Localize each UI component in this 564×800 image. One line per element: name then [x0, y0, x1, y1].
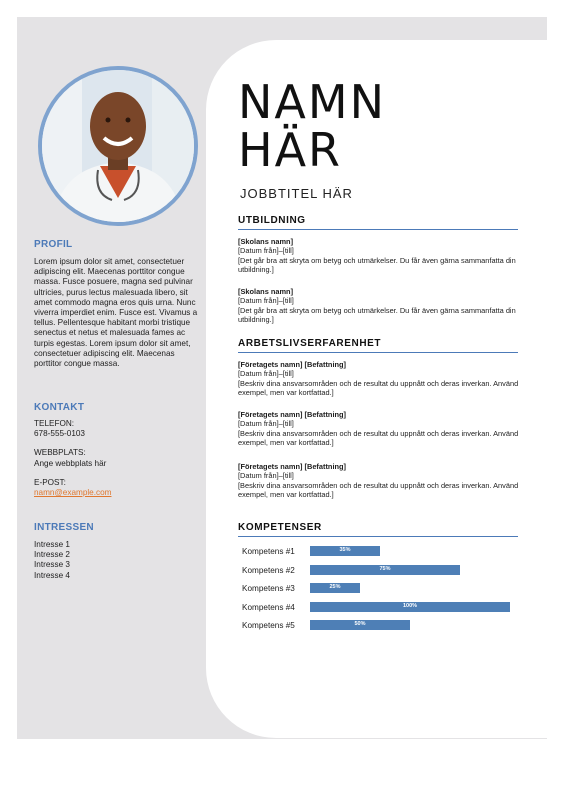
skill-label: Kompetens #3 [242, 584, 295, 593]
interest-item: Intresse 1 [34, 540, 70, 549]
person-photo-illustration [42, 70, 194, 222]
interests-list [34, 540, 202, 581]
experience-entry [238, 462, 528, 499]
skills-heading: KOMPETENSER [238, 522, 518, 537]
school-name: [Skolans namn] [238, 287, 294, 296]
profile-photo [38, 66, 198, 226]
school-name: [Skolans namn] [238, 237, 294, 246]
interests-heading: INTRESSEN [34, 522, 94, 533]
education-entry [238, 237, 528, 274]
experience-description: [Beskriv dina ansvarsområden och de resultat du uppnått och deras inverkan. Använd exempel, men var kortfattad.] [238, 428, 519, 447]
skill-bar [310, 620, 410, 630]
experience-dates: [Datum från]–[till] [238, 369, 294, 379]
interest-item: Intresse 3 [34, 560, 70, 570]
contact-heading: KONTAKT [34, 402, 85, 413]
skill-percent: 100% [402, 602, 418, 609]
company-title: [Företagets namn] [Befattning] [238, 410, 346, 419]
experience-heading: ARBETSLIVSERFARENHET [238, 338, 518, 353]
education-description: [Det går bra att skryta om betyg och utmärkelser. Du får även gärna sammanfatta din utbildning.] [238, 305, 516, 324]
skill-bar [310, 583, 360, 593]
skill-percent: 25% [329, 584, 341, 590]
skills-chart [238, 544, 528, 637]
skill-bar [310, 546, 380, 556]
job-title: JOBBTITEL HÄR [240, 186, 353, 201]
email-label: E-POST: [34, 477, 66, 487]
experience-dates: [Datum från]–[till] [238, 471, 294, 481]
website-value: Ange webbplats här [34, 458, 107, 468]
skill-percent: 75% [379, 565, 391, 572]
skill-bar [310, 565, 460, 575]
email-link[interactable]: namn@example.com [34, 488, 112, 498]
skill-row [238, 544, 528, 563]
education-heading: UTBILDNING [238, 215, 518, 230]
education-dates: [Datum från]–[till] [238, 246, 294, 256]
name-line-1: NAMN [238, 75, 386, 129]
skill-bar [310, 602, 510, 612]
company-title: [Företagets namn] [Befattning] [238, 360, 346, 369]
company-title: [Företagets namn] [Befattning] [238, 462, 346, 471]
skill-label: Kompetens #1 [242, 547, 295, 556]
experience-description: [Beskriv dina ansvarsområden och de resultat du uppnått och deras inverkan. Använd exempel, men var kortfattad.] [238, 378, 519, 397]
skill-row [238, 581, 528, 600]
experience-dates: [Datum från]–[till] [238, 419, 294, 429]
education-entry [238, 287, 528, 324]
name-line-2: HÄR [238, 123, 343, 177]
phone-label: TELEFON: [34, 419, 75, 428]
skill-label: Kompetens #5 [242, 621, 295, 630]
education-description: [Det går bra att skryta om betyg och utmärkelser. Du får även gärna sammanfatta din utbildning.] [238, 255, 516, 274]
skill-row [238, 563, 528, 582]
profile-heading: PROFIL [34, 239, 73, 250]
skill-label: Kompetens #2 [242, 565, 295, 575]
experience-entry [238, 360, 528, 397]
education-dates: [Datum från]–[till] [238, 296, 294, 306]
person-name [238, 75, 386, 177]
skill-row [238, 618, 528, 637]
interest-item: Intresse 4 [34, 570, 70, 580]
experience-description: [Beskriv dina ansvarsområden och de resultat du uppnått och deras inverkan. Använd exempel, men var kortfattad.] [238, 480, 519, 499]
website-label: WEBBPLATS: [34, 448, 86, 458]
phone-value: 678-555-0103 [34, 429, 85, 439]
experience-entry [238, 410, 528, 447]
interest-item: Intresse 2 [34, 550, 70, 560]
skill-percent: 35% [339, 547, 351, 553]
profile-text: Lorem ipsum dolor sit amet, consectetuer adipiscing elit. Maecenas porttitor congue massa. Fusce posuere, magna sed pulvinar ultricies, purus lectus malesuada libero, sit amet commodo magna eros quis urna. Nunc viverra imperdiet enim. Fusce est. Vivamus a tellus. Pellentesque habitant morbi tristique senectus et netus et malesuada fames ac turpis egestas. Lorem ipsum dolor sit amet, consectetuer adipiscing elit. Maecenas porttitor congue massa. [34, 257, 198, 369]
contact-block [34, 419, 202, 498]
skill-label: Kompetens #4 [242, 602, 295, 612]
skill-row [238, 600, 528, 619]
skill-percent: 50% [354, 621, 366, 627]
